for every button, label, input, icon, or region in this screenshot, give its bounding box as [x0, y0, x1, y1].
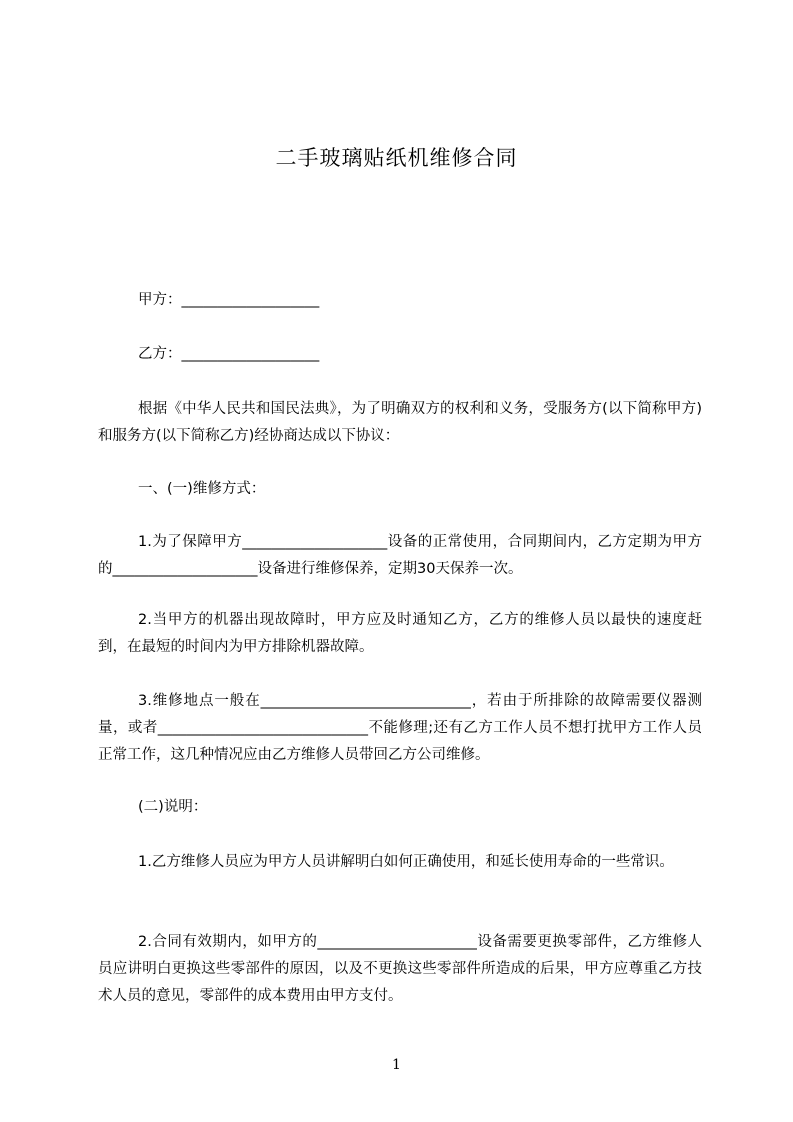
intro-paragraph: 根据《中华人民共和国民法典》，为了明确双方的权利和义务，受服务方(以下简称甲方)和服务方(以下简称乙方)经协商达成以下协议：	[98, 401, 702, 444]
party-a-line: 甲方：___________________	[138, 292, 320, 308]
clause-three-paragraph: 3.维修地点一般在_____________________________，若由于所排除的故障需要仪器测量，或者_____________________________不能修理;还有乙方工作人员不想打扰甲方工作人员正常工作，这几种情况应由乙方维修人员带回乙方公司维修。	[98, 693, 702, 763]
clause-one-paragraph: 1.为了保障甲方____________________设备的正常使用，合同期间内，乙方定期为甲方的____________________设备进行维修保养，定期30天保养一次。	[98, 534, 702, 577]
clause-two-paragraph: 2.当甲方的机器出现故障时，甲方应及时通知乙方，乙方的维修人员以最快的速度赶到，在最短的时间内为甲方排除机器故障。	[98, 612, 702, 655]
contract-title: 二手玻璃贴纸机维修合同	[275, 146, 518, 170]
party-b-line: 乙方：___________________	[138, 346, 320, 362]
section-one-heading: 一、(一)维修方式：	[138, 481, 266, 497]
section-two-heading: (二)说明：	[138, 799, 208, 815]
page-number: 1	[392, 1057, 401, 1073]
note-one-paragraph: 1.乙方维修人员应为甲方人员讲解明白如何正确使用，和延长使用寿命的一些常识。	[138, 854, 674, 870]
note-two-paragraph: 2.合同有效期内，如甲方的______________________设备需要更换零部件，乙方维修人员应讲明白更换这些零部件的原因，以及不更换这些零部件所造成的后果，甲方应尊重乙方技术人员的意见，零部件的成本费用由甲方支付。	[98, 934, 702, 1004]
